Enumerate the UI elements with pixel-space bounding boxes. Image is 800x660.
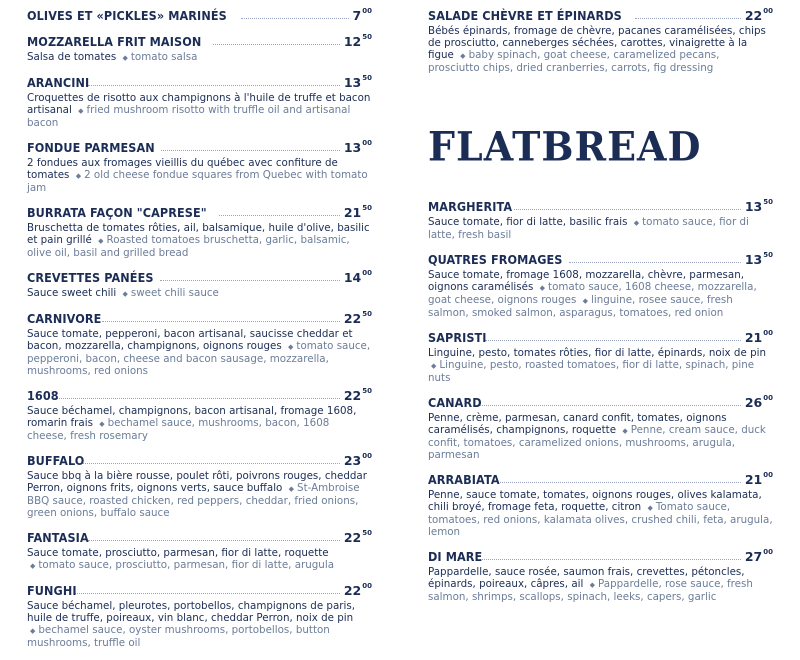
description-english: tomato sauce, prosciutto, parmesan, fior di latte, arugula [38, 559, 334, 571]
menu-item-price [745, 395, 773, 410]
menu-item-description [27, 547, 372, 572]
price-dollars: 27 [744, 549, 763, 564]
menu-item-row [27, 8, 372, 23]
menu-item-price [745, 199, 773, 214]
description-french: Pappardelle, sauce rosée, saumon frais, crevettes, pétoncles, épinards, poireaux, câpres, ail [428, 566, 745, 590]
menu-item-description [428, 216, 773, 241]
menu-item-name: ARRABIATA [428, 472, 500, 487]
menu-column-right [428, 8, 773, 614]
diamond-separator-icon: ◆ [99, 420, 105, 428]
diamond-separator-icon: ◆ [647, 504, 653, 512]
price-dollars: 26 [744, 395, 763, 410]
menu-item-description [428, 25, 773, 74]
description-english: sweet chili sauce [130, 287, 219, 299]
price-cents: 00 [763, 7, 773, 15]
menu-item-price [344, 75, 372, 90]
diamond-separator-icon: ◆ [633, 219, 640, 227]
menu-item-1608 [27, 388, 372, 442]
menu-item-description [27, 92, 372, 129]
menu-item-row [27, 75, 372, 90]
menu-item-row [428, 330, 773, 345]
menu-item-fondue-parmesan [27, 140, 372, 194]
price-cents: 00 [362, 139, 372, 147]
menu-item-row [27, 270, 372, 285]
price-cents: 00 [362, 7, 372, 15]
dot-leader [485, 340, 741, 341]
description-french: Sauce sweet chili [27, 287, 117, 299]
price-cents: 00 [763, 394, 773, 402]
description-french: Sauce béchamel, champignons, bacon artisanal, fromage 1608, romarin frais [27, 405, 357, 429]
menu-item-burrata-facon-caprese [27, 205, 372, 259]
price-cents: 50 [362, 33, 372, 41]
menu-item-price [344, 388, 372, 403]
dot-leader [241, 18, 349, 19]
menu-item-description [428, 412, 773, 461]
description-french: Sauce tomate, fromage 1608, mozzarella, chèvre, parmesan, oignons caramélisés [428, 269, 745, 293]
menu-item-row [428, 8, 773, 23]
price-cents: 00 [763, 548, 773, 556]
menu-item-description [428, 269, 773, 319]
dot-leader [213, 44, 340, 45]
description-english-extra: linguine, rosee sauce, fresh salmon, smoked salmon, asparagus, tomatoes, red onion [428, 294, 733, 319]
menu-item-price [344, 205, 372, 220]
dot-leader [161, 150, 340, 151]
diamond-separator-icon: ◆ [75, 172, 82, 180]
description-english: tomato salsa [130, 51, 198, 63]
menu-item-carnivore [27, 311, 372, 377]
price-dollars: 22 [343, 530, 362, 545]
menu-item-name: FANTASIA [27, 530, 89, 545]
menu-item-row [27, 453, 372, 468]
price-dollars: 13 [744, 199, 763, 214]
price-dollars: 13 [343, 75, 362, 90]
menu-item-name: ARANCINI [27, 75, 90, 90]
price-cents: 50 [362, 529, 372, 537]
price-dollars: 21 [744, 472, 763, 487]
price-dollars: 22 [343, 388, 362, 403]
dot-leader [83, 463, 340, 464]
menu-item-price [344, 311, 372, 326]
menu-item-description [27, 405, 372, 442]
price-cents: 50 [362, 310, 372, 318]
price-dollars: 21 [744, 330, 763, 345]
menu-item-description [27, 287, 372, 300]
description-english: Pappardelle, rose sauce, fresh salmon, shrimps, scallops, spinach, leeks, capers, garlic [428, 578, 753, 603]
menu-item-name: DI MARE [428, 549, 483, 564]
menu-item-di-mare [428, 549, 773, 603]
menu-item-mozzarella-frit-maison [27, 34, 372, 64]
menu-item-row [27, 34, 372, 49]
menu-item-price [344, 530, 372, 545]
menu-item-description [27, 157, 372, 194]
price-cents: 50 [362, 204, 372, 212]
description-english: Linguine, pesto, roasted tomatoes, fior di latte, spinach, pine nuts [428, 359, 755, 384]
price-cents: 50 [362, 74, 372, 82]
menu-item-price [344, 583, 372, 598]
menu-item-price [344, 453, 372, 468]
dot-leader [569, 262, 740, 263]
menu-item-row [27, 583, 372, 598]
description-french: Sauce tomate, prosciutto, parmesan, fior di latte, roquette [27, 547, 329, 559]
diamond-separator-icon: ◆ [622, 427, 628, 435]
description-french: Bébés épinards, fromage de chèvre, pacanes caramélisées, chips de prosciutto, canneberges séchées, carottes, vinaigrette à la figue [428, 25, 766, 61]
description-english: 2 old cheese fondue squares from Quebec with tomato jam [27, 169, 368, 194]
description-english: tomato sauce, fior di latte, fresh basil [428, 216, 749, 241]
dot-leader [54, 398, 340, 399]
menu-item-name: CANARD [428, 395, 482, 410]
diamond-separator-icon: ◆ [288, 343, 294, 351]
description-french: Penne, crème, parmesan, canard confit, tomates, oignons caramélisés, champignons, roquette [428, 412, 727, 436]
dot-leader [102, 321, 340, 322]
price-dollars: 13 [744, 252, 763, 267]
menu-item-row [428, 472, 773, 487]
dot-leader [219, 215, 340, 216]
section-heading-flatbread: FLATBREAD [428, 122, 702, 171]
price-dollars: 7 [352, 8, 362, 23]
diamond-separator-icon: ◆ [122, 54, 128, 62]
diamond-separator-icon: ◆ [431, 362, 437, 370]
menu-item-description [27, 51, 372, 64]
description-french: Croquettes de risotto aux champignons à l'huile de truffe et bacon artisanal [27, 92, 371, 116]
diamond-separator-icon: ◆ [539, 284, 546, 292]
menu-item-name: SAPRISTI [428, 330, 487, 345]
menu-item-name: BUFFALO [27, 453, 85, 468]
menu-item-arancini [27, 75, 372, 129]
menu-item-price [745, 549, 773, 564]
description-french: Linguine, pesto, tomates rôties, fior di latte, épinards, noix de pin [428, 347, 766, 359]
dot-leader [480, 405, 741, 406]
description-english: baby spinach, goat cheese, caramelized pecans, prosciutto chips, dried cranberries, carrots, fig dressing [428, 49, 720, 74]
diamond-separator-icon: ◆ [30, 562, 36, 570]
description-english: tomato sauce, pepperoni, bacon, cheese and bacon sausage, mozzarella, mushrooms, red onions [27, 340, 371, 377]
menu-item-price [745, 252, 773, 267]
menu-item-salade-chevre-et-epinards [428, 8, 773, 74]
price-dollars: 22 [744, 8, 763, 23]
diamond-separator-icon: ◆ [460, 52, 466, 60]
description-french: Bruschetta de tomates rôties, ail, balsamique, huile d'olive, basilic et pain grillé [27, 222, 370, 246]
description-english: Tomato sauce, tomatoes, red onions, kalamata olives, crushed chili, feta, arugula, lemon [428, 501, 773, 538]
menu-item-description [27, 470, 372, 519]
description-french: 2 fondues aux fromages vieillis du québec avec confiture de tomates [27, 157, 338, 181]
menu-item-canard [428, 395, 773, 461]
price-cents: 00 [362, 269, 372, 277]
menu-item-arrabiata [428, 472, 773, 538]
description-english: bechamel sauce, mushrooms, bacon, 1608 cheese, fresh rosemary [27, 417, 330, 442]
price-dollars: 23 [343, 453, 362, 468]
menu-item-funghi [27, 583, 372, 649]
dot-leader [74, 593, 340, 594]
dot-leader [160, 280, 340, 281]
price-cents: 00 [763, 471, 773, 479]
price-dollars: 13 [343, 140, 362, 155]
diamond-separator-icon: ◆ [98, 237, 104, 245]
description-french: Salsa de tomates [27, 51, 117, 63]
menu-item-price [745, 472, 773, 487]
price-cents: 50 [362, 387, 372, 395]
description-french: Penne, sauce tomate, tomates, oignons rouges, olives kalamata, chili broyé, fromage feta, roquette, citron [428, 489, 762, 513]
price-cents: 50 [763, 198, 773, 206]
menu-item-margherita [428, 199, 773, 241]
menu-item-name: FONDUE PARMESAN [27, 140, 155, 155]
diamond-separator-icon: ◆ [122, 290, 128, 298]
menu-item-name: FUNGHI [27, 583, 77, 598]
price-dollars: 22 [343, 583, 362, 598]
menu-item-buffalo [27, 453, 372, 519]
price-dollars: 21 [343, 205, 362, 220]
diamond-separator-icon: ◆ [288, 485, 295, 493]
menu-item-row [428, 199, 773, 214]
menu-item-fantasia [27, 530, 372, 572]
diamond-separator-icon: ◆ [589, 581, 596, 589]
menu-item-row [428, 395, 773, 410]
menu-item-sapristi [428, 330, 773, 384]
dot-leader [88, 540, 340, 541]
menu-item-name: 1608 [27, 388, 59, 403]
menu-item-name: BURRATA FAÇON "CAPRESE" [27, 205, 207, 220]
menu-item-row [428, 252, 773, 267]
menu-item-description [27, 600, 372, 649]
description-french: Sauce bbq à la bière rousse, poulet rôti, poivrons rouges, cheddar Perron, oignons frits, oignons verts, sauce buffalo [27, 470, 367, 494]
description-english: fried mushroom risotto with truffle oil and artisanal bacon [27, 104, 351, 129]
menu-item-name: MARGHERITA [428, 199, 513, 214]
dot-leader [514, 209, 741, 210]
dot-leader [635, 18, 740, 19]
description-english: St-Ambroise BBQ sauce, roasted chicken, red peppers, cheddar, fried onions, green onions, buffalo sauce [27, 482, 360, 519]
price-cents: 00 [362, 452, 372, 460]
description-french: Sauce tomate, fior di latte, basilic frais [428, 216, 628, 228]
menu-item-row [27, 311, 372, 326]
diamond-separator-icon: ◆ [582, 297, 588, 305]
diamond-separator-icon: ◆ [78, 107, 84, 115]
dot-leader [500, 482, 741, 483]
description-english: Roasted tomatoes bruschetta, garlic, balsamic, olive oil, basil and grilled bread [27, 234, 350, 259]
price-dollars: 14 [343, 270, 362, 285]
menu-item-price [344, 34, 372, 49]
menu-item-description [27, 222, 372, 259]
menu-item-olives-et-pickles-marines [27, 8, 372, 23]
menu-item-name: MOZZARELLA FRIT MAISON [27, 34, 202, 49]
menu-item-price [745, 8, 773, 23]
menu-item-row [27, 388, 372, 403]
menu-item-row [27, 205, 372, 220]
menu-item-price [344, 270, 372, 285]
menu-item-name: OLIVES ET «PICKLES» MARINÉS [27, 8, 227, 23]
menu-item-description [428, 566, 773, 603]
dot-leader [88, 85, 340, 86]
price-cents: 50 [763, 251, 773, 259]
menu-item-description [27, 328, 372, 377]
menu-item-price [745, 330, 773, 345]
menu-item-row [27, 530, 372, 545]
description-french: Sauce béchamel, pleurotes, portobellos, champignons de paris, huile de truffe, poireaux, vin blanc, cheddar Perron, noix de pin [27, 600, 356, 624]
menu-item-price [353, 8, 372, 23]
menu-item-name: CARNIVORE [27, 311, 102, 326]
menu-column-left [27, 8, 372, 660]
menu-item-crevettes-panees [27, 270, 372, 300]
description-english: Penne, cream sauce, duck confit, tomatoes, caramelized onions, mushrooms, arugula, parmesan [428, 424, 766, 461]
menu-item-name: QUATRES FROMAGES [428, 252, 563, 267]
menu-item-price [344, 140, 372, 155]
price-dollars: 12 [343, 34, 362, 49]
price-cents: 00 [763, 329, 773, 337]
price-dollars: 22 [343, 311, 362, 326]
menu-item-description [428, 347, 773, 384]
description-french: Sauce tomate, pepperoni, bacon artisanal, saucisse cheddar et bacon, mozzarella, champignons, oignons rouges [27, 328, 353, 352]
description-english: bechamel sauce, oyster mushrooms, portobellos, button mushrooms, truffle oil [27, 624, 330, 649]
price-cents: 00 [362, 582, 372, 590]
salad-section [428, 8, 773, 74]
description-english: tomato sauce, 1608 cheese, mozzarella, goat cheese, oignons rouges [428, 281, 757, 306]
menu-item-row [428, 549, 773, 564]
menu-item-quatres-fromages [428, 252, 773, 319]
dot-leader [480, 559, 740, 560]
menu-item-name: SALADE CHÈVRE ET ÉPINARDS [428, 8, 622, 23]
menu-item-row [27, 140, 372, 155]
menu-item-description [428, 489, 773, 538]
menu-item-name: CREVETTES PANÉES [27, 270, 154, 285]
flatbread-list [428, 199, 773, 603]
diamond-separator-icon: ◆ [30, 627, 36, 635]
